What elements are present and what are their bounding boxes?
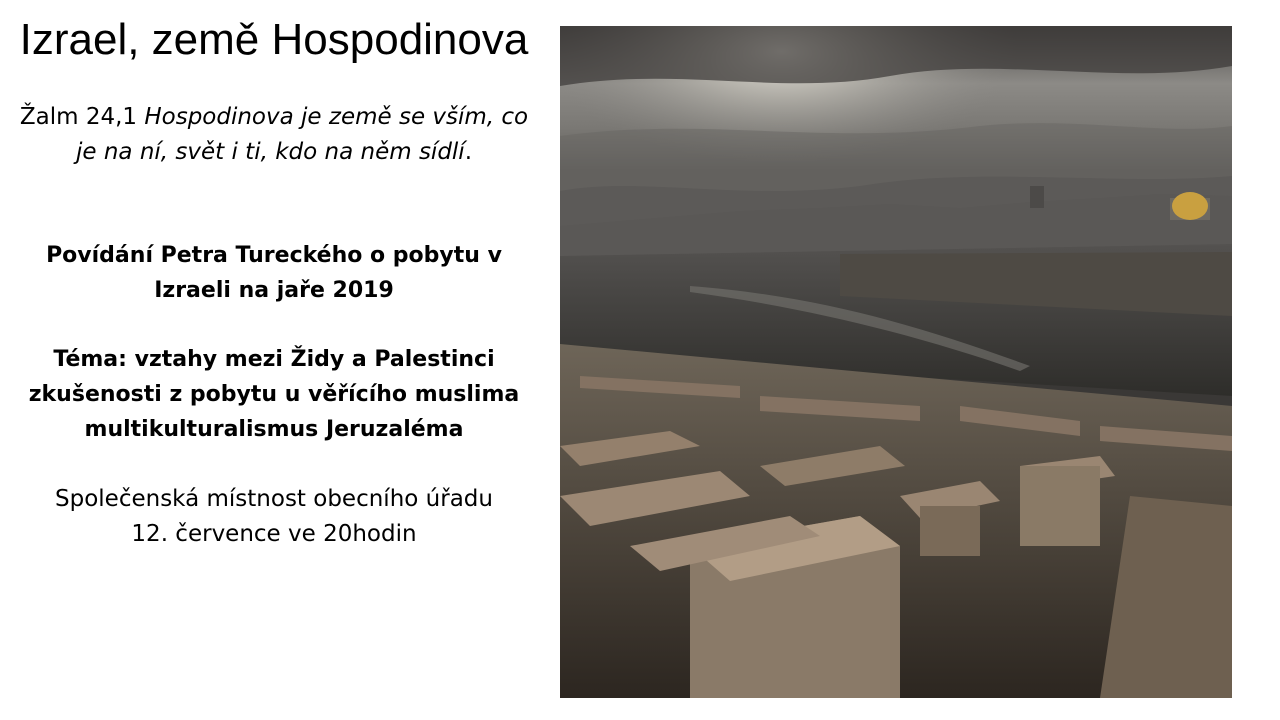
topic-line-1: Téma: vztahy mezi Židy a Palestinci: [53, 347, 495, 372]
psalm-quote-part-1: Hospodinova je země se vším, co: [144, 104, 529, 130]
event-place: Společenská místnost obecního úřadu: [55, 486, 493, 512]
topics-list: [0, 342, 548, 447]
talk-line-1: Povídání Petra Tureckého o pobytu v: [46, 243, 502, 268]
psalm-reference: Žalm 24,1: [19, 104, 138, 130]
talk-line-2: Izraeli na jaře 2019: [154, 278, 394, 303]
psalm-line-2: [0, 135, 548, 170]
tower: [1030, 186, 1044, 208]
psalm-verse: [0, 100, 548, 170]
tombstone: [920, 506, 980, 556]
tombstone: [1020, 466, 1100, 546]
event-time: 12. července ve 20hodin: [131, 521, 417, 547]
topic-line-3: multikulturalismus Jeruzaléma: [84, 417, 464, 442]
psalm-period: .: [464, 139, 473, 165]
psalm-line-1: [0, 100, 548, 135]
jerusalem-cemetery-photo: [560, 26, 1232, 698]
golden-dome: [1172, 192, 1208, 220]
talk-description: [0, 238, 548, 308]
topic-line-2: zkušenosti z pobytu u věřícího muslima: [28, 382, 520, 407]
psalm-quote-part-2: je na ní, svět i ti, kdo na něm sídlí: [75, 139, 465, 165]
event-info: [0, 482, 548, 552]
photo-illustration: [560, 26, 1232, 698]
slide-title: Izrael, země Hospodinova: [19, 15, 529, 64]
